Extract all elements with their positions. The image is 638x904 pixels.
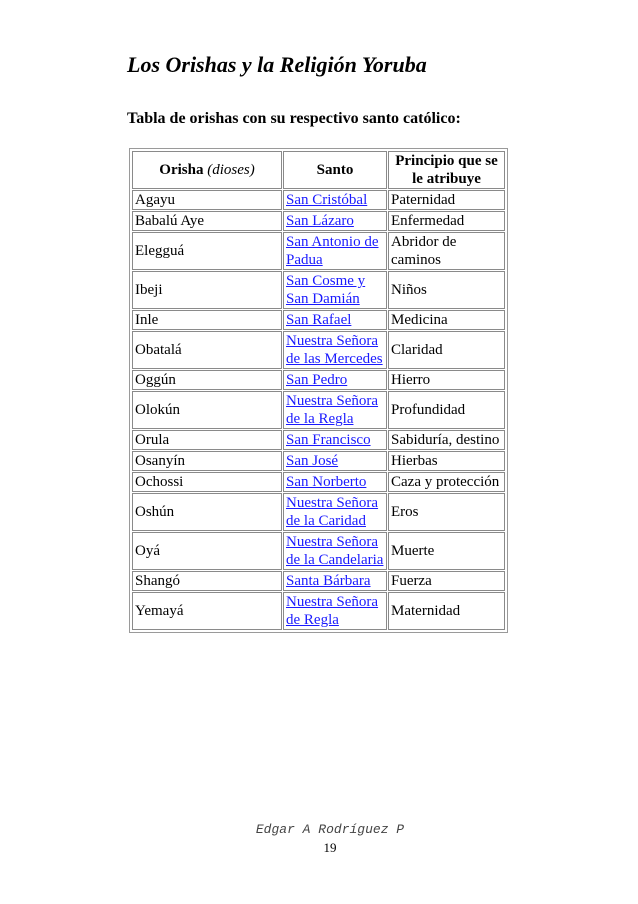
cell-santo [283,430,387,450]
cell-principio: Hierbas [388,451,505,471]
cell-orisha: Orula [132,430,282,450]
table-row [132,211,505,231]
cell-orisha: Shangó [132,571,282,591]
cell-santo [283,232,387,270]
table-row [132,232,505,270]
santo-link[interactable]: San Lázaro [286,213,354,229]
table-row [132,430,505,450]
page-title: Los Orishas y la Religión Yoruba [127,52,427,77]
table-row [132,271,505,309]
cell-orisha: Oyá [132,532,282,570]
santo-link[interactable]: San Rafael [286,312,352,328]
cell-santo [283,571,387,591]
table-row [132,310,505,330]
cell-orisha: Yemayá [132,592,282,630]
cell-orisha: Ochossi [132,472,282,492]
cell-santo [283,310,387,330]
cell-santo [283,592,387,630]
cell-principio: Niños [388,271,505,309]
table-row [132,451,505,471]
table-row [132,472,505,492]
cell-santo [283,211,387,231]
santo-link[interactable]: Santa Bárbara [286,573,371,589]
santo-link[interactable]: Nuestra Señora de la Caridad [286,495,379,529]
table-row [132,190,505,210]
table-body [132,190,505,630]
santo-link[interactable]: San Pedro [286,372,348,388]
cell-orisha: Olokún [132,391,282,429]
cell-orisha: Obatalá [132,331,282,369]
table-row [132,571,505,591]
santo-link[interactable]: Nuestra Señora de la Regla [286,393,379,427]
header-orisha [132,151,282,189]
cell-principio: Enfermedad [388,211,505,231]
cell-principio: Hierro [388,370,505,390]
cell-santo [283,391,387,429]
cell-principio: Maternidad [388,592,505,630]
cell-principio: Muerte [388,532,505,570]
cell-santo [283,451,387,471]
table-row [132,331,505,369]
table-row [132,592,505,630]
cell-orisha: Oggún [132,370,282,390]
cell-principio: Profundidad [388,391,505,429]
intro-text: Tabla de orishas con su respectivo santo católico: [127,110,461,127]
table-row [132,532,505,570]
cell-santo [283,190,387,210]
page-number: 19 [323,840,337,855]
footer-author: Edgar A Rodríguez P [255,822,405,837]
header-orisha-note: (dioses) [207,162,255,178]
cell-orisha: Agayu [132,190,282,210]
santo-link[interactable]: San José [286,453,339,469]
cell-santo [283,493,387,531]
santo-link[interactable]: San Cosme y San Damián [286,273,366,307]
header-santo: Santo [283,151,387,189]
cell-santo [283,370,387,390]
santo-link[interactable]: San Antonio de Padua [286,234,379,268]
cell-santo [283,331,387,369]
cell-orisha: Oshún [132,493,282,531]
santo-link[interactable]: Nuestra Señora de la Candelaria [286,534,384,568]
cell-orisha: Babalú Aye [132,211,282,231]
santo-link[interactable]: San Francisco [286,432,371,448]
orishas-table [131,150,506,631]
cell-principio: Caza y protección [388,472,505,492]
cell-principio: Paternidad [388,190,505,210]
santo-link[interactable]: San Cristóbal [286,192,368,208]
table-row [132,391,505,429]
table-row [132,493,505,531]
orishas-table-frame [129,148,508,633]
cell-principio: Claridad [388,331,505,369]
cell-principio: Abridor de caminos [388,232,505,270]
cell-principio: Fuerza [388,571,505,591]
cell-orisha: Elegguá [132,232,282,270]
header-principio: Principio que se le atribuye [388,151,505,189]
cell-santo [283,271,387,309]
cell-principio: Sabiduría, destino [388,430,505,450]
cell-santo [283,472,387,492]
table-header-row [132,151,505,189]
santo-link[interactable]: Nuestra Señora de las Mercedes [286,333,383,367]
cell-santo [283,532,387,570]
header-orisha-label: Orisha [159,162,204,178]
cell-orisha: Inle [132,310,282,330]
cell-principio: Eros [388,493,505,531]
cell-orisha: Ibeji [132,271,282,309]
cell-orisha: Osanyín [132,451,282,471]
table-row [132,370,505,390]
santo-link[interactable]: San Norberto [286,474,367,490]
santo-link[interactable]: Nuestra Señora de Regla [286,594,379,628]
cell-principio: Medicina [388,310,505,330]
